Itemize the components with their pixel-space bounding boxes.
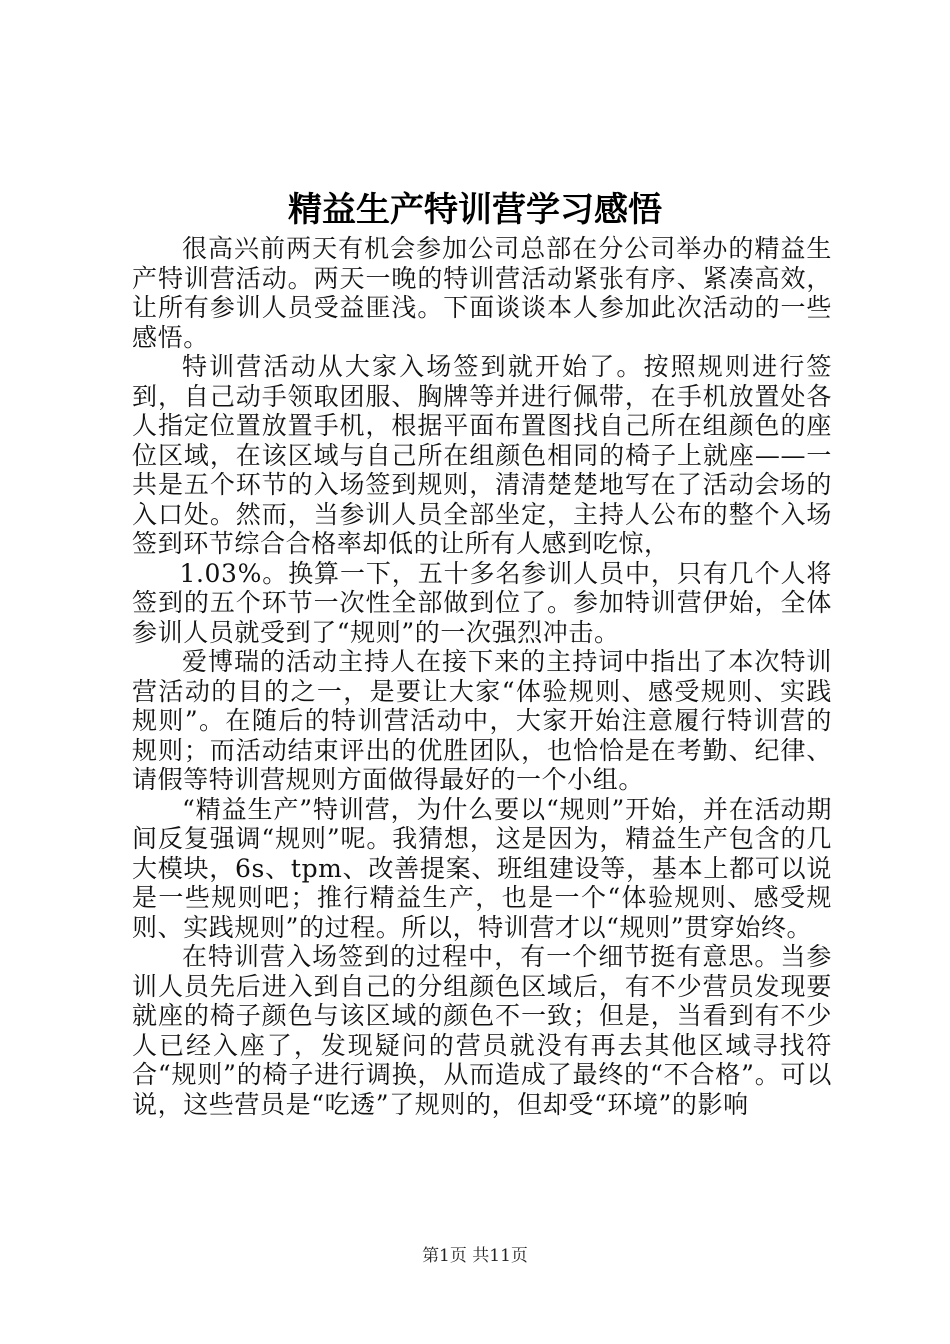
paragraph: 特训营活动从大家入场签到就开始了。按照规则进行签到，自己动手领取团服、胸牌等并进行佩带，在手机放置处各人指定位置放置手机，根据平面布置图找自己所在组颜色的座位区域，在该区域与自己所在组颜色相同的椅子上就座——一共是五个环节的入场签到规则，清清楚楚地写在了活动会场的入口处。然而，当参训人员全部坐定，主持人公布的整个入场签到环节综合合格率却低的让所有人感到吃惊，	[132, 352, 832, 558]
page-number-footer: 第1页 共11页	[422, 1246, 528, 1266]
paragraph: 爱博瑞的活动主持人在接下来的主持词中指出了本次特训营活动的目的之一，是要让大家“体验规则、感受规则、实践规则”。在随后的特训营活动中，大家开始注意履行特训营的规则；而活动结束评出的优胜团队，也恰恰是在考勤、纪律、请假等特训营规则方面做得最好的一个小组。	[132, 647, 832, 794]
document-body	[132, 234, 832, 1119]
document-title: 精益生产特训营学习感悟	[288, 190, 662, 230]
paragraph: 在特训营入场签到的过程中，有一个细节挺有意思。当参训人员先后进入到自己的分组颜色区域后，有不少营员发现要就座的椅子颜色与该区域的颜色不一致；但是，当看到有不少人已经入座了，发现疑问的营员就没有再去其他区域寻找符合“规则”的椅子进行调换，从而造成了最终的“不合格”。可以说，这些营员是“吃透”了规则的，但却受“环境”的影响	[132, 942, 832, 1119]
paragraph: “精益生产”特训营，为什么要以“规则”开始，并在活动期间反复强调“规则”呢。我猜想，这是因为，精益生产包含的几大模块，6s、tpm、改善提案、班组建设等，基本上都可以说是一些规则吧；推行精益生产，也是一个“体验规则、感受规则、实践规则”的过程。所以，特训营才以“规则”贯穿始终。	[132, 794, 832, 942]
paragraph: 很高兴前两天有机会参加公司总部在分公司举办的精益生产特训营活动。两天一晚的特训营活动紧张有序、紧凑高效，让所有参训人员受益匪浅。下面谈谈本人参加此次活动的一些感悟。	[132, 234, 832, 352]
paragraph: 1.03%。换算一下，五十多名参训人员中，只有几个人将签到的五个环节一次性全部做到位了。参加特训营伊始，全体参训人员就受到了“规则”的一次强烈冲击。	[132, 558, 832, 647]
